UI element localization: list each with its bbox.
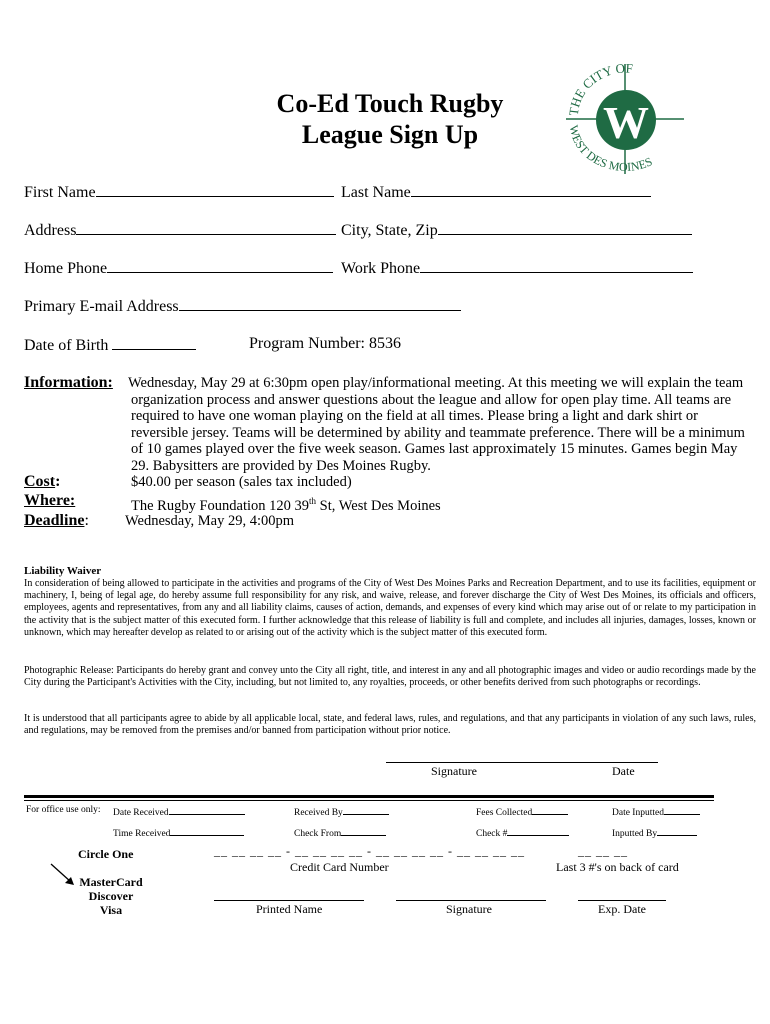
work-phone-field[interactable] <box>341 258 693 278</box>
office-fees-collected-line[interactable] <box>532 805 568 815</box>
title-line-2: League Sign Up <box>301 120 479 149</box>
office-inputted-by-line[interactable] <box>657 826 697 836</box>
office-date-received <box>113 805 245 818</box>
card-signature-line[interactable] <box>396 900 546 901</box>
waiver-paragraph-1: In consideration of being allowed to participate in the activities and programs of the City of West Des Moines Parks and Recreation Department, and to use its facilities, equipment or machinery, I, being of legal age, do hereby assume full responsibility for any risk, and waive, release, and forever discharge the City of West Des Moines, its officials and officers, employees, agents and representatives, from any and all liability claims, causes of action, demands, and expenses of every kind which may arise out of or relate to my participation in the activity that is the subject matter of this executed form. I further acknowledge that this release of liability is full and complete, and includes all injuries, damages, losses, known or unknown, which may hereafter develop as related to or arising out of the activity which is the subject matter of this executed form. <box>24 578 756 638</box>
card-option-mastercard[interactable]: MasterCard <box>79 875 143 889</box>
cost-label: Cost <box>24 473 56 490</box>
office-fees-collected-label: Fees Collected <box>476 808 533 818</box>
dob-label: Date of Birth <box>24 337 109 354</box>
office-inputted-by <box>612 826 697 839</box>
city-logo <box>560 64 690 174</box>
waiver-heading: Liability Waiver <box>24 565 102 577</box>
card-number-label: Credit Card Number <box>290 860 389 874</box>
address-label: Address <box>24 222 77 239</box>
office-date-inputted <box>612 805 700 818</box>
card-signature-label: Signature <box>446 902 492 916</box>
email-line[interactable] <box>179 296 461 311</box>
office-check-number-label: Check # <box>476 829 508 839</box>
program-number: Program Number: 8536 <box>249 335 401 352</box>
email-field[interactable] <box>24 296 461 316</box>
deadline-value: Wednesday, May 29, 4:00pm <box>125 513 295 529</box>
printed-name-line[interactable] <box>214 900 364 901</box>
where-value-main: The Rugby Foundation 120 39 <box>131 497 310 514</box>
office-check-from <box>294 826 386 839</box>
city-state-zip-line[interactable] <box>438 220 692 235</box>
office-check-number-line[interactable] <box>507 826 569 836</box>
logo-arc-top: THE CITY OF <box>565 64 634 117</box>
card-number-blanks[interactable]: __ __ __ __ - __ __ __ __ - __ __ __ __ - __ __ __ __ <box>214 844 525 858</box>
home-phone-label: Home Phone <box>24 260 108 277</box>
office-date-received-line[interactable] <box>169 805 245 815</box>
office-received-by-label: Received By <box>294 808 343 818</box>
waiver-date-label: Date <box>612 764 635 778</box>
office-inputted-by-label: Inputted By <box>612 829 658 839</box>
email-label: Primary E-mail Address <box>24 298 179 315</box>
information-label: Information: <box>24 374 113 391</box>
dob-line[interactable] <box>112 335 196 350</box>
home-phone-field[interactable] <box>24 258 333 278</box>
office-check-number <box>476 826 569 839</box>
dob-field[interactable] <box>24 335 196 355</box>
waiver-signature-line[interactable] <box>386 762 658 763</box>
deadline-label: Deadline <box>24 512 85 529</box>
last-name-field[interactable] <box>341 182 651 202</box>
work-phone-label: Work Phone <box>341 260 421 277</box>
waiver-signature-label: Signature <box>431 764 477 778</box>
office-time-received <box>113 826 244 839</box>
first-name-label: First Name <box>24 184 96 201</box>
address-field[interactable] <box>24 220 336 240</box>
work-phone-line[interactable] <box>420 258 693 273</box>
office-label: For office use only: <box>26 805 101 815</box>
card-option-discover[interactable]: Discover <box>88 889 134 903</box>
waiver-paragraph-2: Photographic Release: Participants do hereby grant and convey unto the City all right, title, and interest in any and all photographic images and video or audio recordings made by the City during the Participant's Activities with the City, including, but not limited to, any royalties, proceeds, or other benefits derived from such photographs or recordings. <box>24 665 756 689</box>
where-label: Where: <box>24 492 76 509</box>
office-date-inputted-label: Date Inputted <box>612 808 664 818</box>
address-line[interactable] <box>76 220 336 235</box>
office-fees-collected <box>476 805 568 818</box>
logo-arc-bottom: WEST DES MOINES <box>566 123 655 174</box>
city-state-zip-label: City, State, Zip <box>341 222 438 239</box>
cost-value: $40.00 per season (sales tax included) <box>131 474 352 490</box>
city-state-zip-field[interactable] <box>341 220 692 240</box>
first-name-line[interactable] <box>96 182 334 197</box>
office-time-received-label: Time Received <box>113 829 171 839</box>
last-name-line[interactable] <box>411 182 651 197</box>
last-name-label: Last Name <box>341 184 411 201</box>
form-title <box>230 88 550 150</box>
waiver-paragraph-3: It is understood that all participants agree to abide by all applicable local, state, and federal laws, rules, and regulations, and that any participants in violation of any such laws, rules, and regulations, may be removed from the premises and/or banned from participation without prior notice. <box>24 713 756 737</box>
office-check-from-label: Check From <box>294 829 342 839</box>
card-option-visa[interactable]: Visa <box>99 903 123 917</box>
information-text: Wednesday, May 29 at 6:30pm open play/informational meeting. At this meeting we will explain the team organization process and answer questions about the league and allow for open play time. All teams are required to have one woman playing on the field at all times. Please bring a light and dark shirt or reversible jersey. Teams will be determined by ability and teammate preference. There will be a minimum of 10 games played over the five week season. Games last approximately 15 minutes. Games begin May 29. Babysitters are provided by Des Moines Rugby. <box>128 375 745 474</box>
card-type-options <box>78 875 144 917</box>
where-value-sup: th <box>309 496 317 506</box>
printed-name-label: Printed Name <box>256 902 323 916</box>
title-line-1: Co-Ed Touch Rugby <box>276 89 504 118</box>
circle-one-label: Circle One <box>78 847 134 861</box>
where-value-tail: St, West Des Moines <box>316 497 441 514</box>
where-value <box>131 493 441 514</box>
home-phone-line[interactable] <box>107 258 333 273</box>
deadline-row-label: Deadline: <box>24 512 89 529</box>
office-divider-thick <box>24 795 714 798</box>
cost-row-label: Cost: <box>24 473 61 490</box>
last3-blanks[interactable]: __ __ __ <box>578 844 628 858</box>
first-name-field[interactable] <box>24 182 334 202</box>
office-time-received-line[interactable] <box>170 826 244 836</box>
arrow-icon <box>50 862 78 893</box>
exp-date-label: Exp. Date <box>598 902 646 916</box>
logo-letter: W <box>603 97 649 148</box>
office-received-by-line[interactable] <box>343 805 389 815</box>
office-divider-thin <box>24 800 714 801</box>
exp-date-line[interactable] <box>578 900 666 901</box>
office-date-inputted-line[interactable] <box>664 805 700 815</box>
last3-label: Last 3 #'s on back of card <box>556 860 679 874</box>
office-check-from-line[interactable] <box>341 826 386 836</box>
office-received-by <box>294 805 389 818</box>
office-date-received-label: Date Received <box>113 808 169 818</box>
